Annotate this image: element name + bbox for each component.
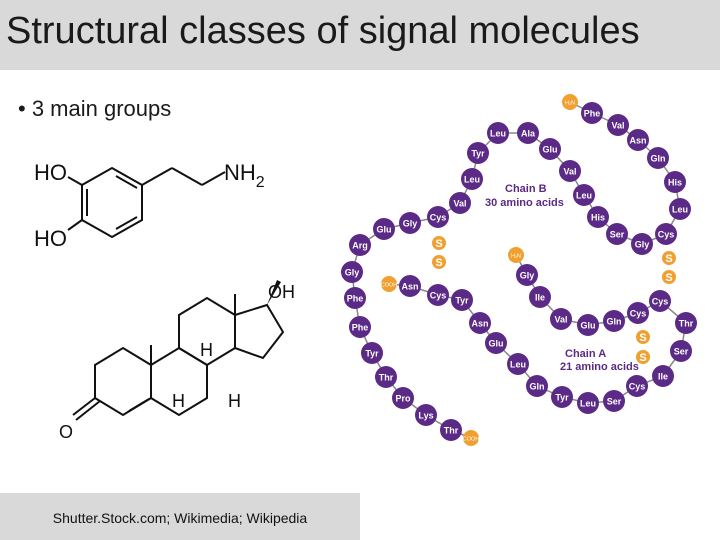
chain-a-residue — [652, 365, 674, 387]
chain-a-residue — [603, 390, 625, 412]
chain-a-residue — [603, 310, 625, 332]
svg-text:Cys: Cys — [629, 308, 647, 319]
chain-a-residue — [526, 375, 548, 397]
svg-text:Phe: Phe — [351, 322, 369, 333]
svg-text:Leu: Leu — [579, 398, 597, 409]
svg-text:Leu: Leu — [489, 128, 507, 139]
disulfide-bridge-sulfur — [662, 270, 676, 284]
svg-text:Tyr: Tyr — [455, 295, 469, 306]
svg-text:Thr: Thr — [378, 372, 394, 383]
svg-text:S: S — [665, 272, 673, 284]
steroid-h-right: H — [228, 391, 241, 411]
chain-b-residue — [647, 147, 669, 169]
chain-b-residue — [427, 206, 449, 228]
chain-b-residue — [349, 234, 371, 256]
chain-b-residue — [344, 287, 366, 309]
steroid-h-left: H — [172, 391, 185, 411]
chain-b-residue — [361, 342, 383, 364]
chain-a-residue — [675, 312, 697, 334]
svg-text:S: S — [435, 238, 443, 250]
svg-text:Cys: Cys — [657, 229, 675, 240]
slide-title: Structural classes of signal molecules — [6, 10, 640, 52]
chain-b-residue — [664, 171, 686, 193]
chain-b-residue — [627, 129, 649, 151]
svg-text:Ser: Ser — [606, 396, 622, 407]
dopamine-ho-top: HO — [34, 160, 67, 185]
svg-text:H₂N: H₂N — [510, 253, 522, 260]
svg-text:Asn: Asn — [629, 135, 647, 146]
svg-text:COOH: COOH — [462, 436, 480, 443]
chain-a-residue — [670, 340, 692, 362]
svg-text:H₂N: H₂N — [564, 100, 576, 107]
svg-text:Val: Val — [554, 314, 568, 325]
svg-text:Gly: Gly — [519, 270, 535, 281]
svg-text:Glu: Glu — [580, 320, 596, 331]
svg-text:Phe: Phe — [583, 108, 601, 119]
steroid-h-center: H — [200, 340, 213, 360]
svg-text:Ile: Ile — [657, 371, 669, 382]
bullet-text: 3 main groups — [31, 96, 172, 121]
chain-b-residue — [539, 138, 561, 160]
svg-text:Ile: Ile — [534, 292, 546, 303]
chain-a-residue — [577, 392, 599, 414]
chain-a-residue — [626, 375, 648, 397]
svg-text:Val: Val — [453, 198, 467, 209]
credit-box — [0, 493, 360, 540]
chain-a-c-terminal — [381, 276, 398, 292]
svg-text:Tyr: Tyr — [365, 348, 379, 359]
svg-text:Thr: Thr — [443, 425, 459, 436]
chain-b-residue — [440, 419, 462, 441]
chain-a-residue — [427, 284, 449, 306]
svg-text:Gly: Gly — [402, 218, 418, 229]
insulin-diagram — [330, 85, 710, 450]
svg-text:His: His — [590, 212, 606, 223]
chain-a-residue — [516, 264, 538, 286]
svg-text:Arg: Arg — [352, 240, 368, 251]
disulfide-bridge-sulfur — [432, 236, 446, 250]
svg-text:Ser: Ser — [673, 346, 689, 357]
svg-text:Glu: Glu — [488, 338, 504, 349]
steroid-structure — [45, 270, 315, 450]
chain-b-residue — [399, 212, 421, 234]
chain-b-residue — [655, 223, 677, 245]
disulfide-bridge-sulfur — [636, 330, 650, 344]
svg-text:Ala: Ala — [520, 128, 536, 139]
svg-text:Val: Val — [611, 120, 625, 131]
chain-b-residue — [669, 198, 691, 220]
image-credit: Shutter.Stock.com; Wikimedia; Wikipedia — [52, 510, 308, 526]
chain-b-residue — [373, 218, 395, 240]
chain-a-residue — [649, 290, 671, 312]
svg-text:Tyr: Tyr — [471, 148, 485, 159]
svg-text:Asn: Asn — [401, 281, 419, 292]
chain-b-c-terminal — [463, 430, 480, 446]
svg-text:Glu: Glu — [376, 224, 392, 235]
bullet-item: • 3 main groups — [18, 96, 172, 121]
chain-a-residue — [550, 308, 572, 330]
chain-a-residue — [451, 289, 473, 311]
svg-text:Phe: Phe — [346, 293, 364, 304]
chain-a-residue — [399, 275, 421, 297]
svg-text:Gln: Gln — [606, 316, 622, 327]
chain-b-residue — [631, 233, 653, 255]
steroid-o: O — [59, 422, 74, 442]
svg-text:Gly: Gly — [634, 239, 650, 250]
svg-text:S: S — [639, 352, 647, 364]
chain-b-label: Chain B — [505, 183, 547, 195]
steroid-oh: OH — [268, 282, 295, 302]
chain-b-residue — [573, 184, 595, 206]
chain-b-residue — [449, 192, 471, 214]
chain-b-residue — [341, 261, 363, 283]
svg-text:Cys: Cys — [429, 290, 447, 301]
disulfide-bridge-sulfur — [432, 255, 446, 269]
chain-a-n-terminal — [508, 247, 524, 263]
dopamine-structure — [20, 140, 280, 260]
svg-text:Leu: Leu — [509, 359, 527, 370]
svg-text:Pro: Pro — [395, 393, 411, 404]
chain-b-residue — [349, 316, 371, 338]
svg-text:Cys: Cys — [628, 381, 646, 392]
svg-text:Leu: Leu — [463, 174, 481, 185]
svg-text:Thr: Thr — [678, 318, 694, 329]
chain-a-residue — [469, 312, 491, 334]
chain-b-residue — [487, 122, 509, 144]
svg-text:Leu: Leu — [671, 204, 689, 215]
chain-b-residue — [517, 122, 539, 144]
chain-b-residue — [606, 223, 628, 245]
svg-text:Leu: Leu — [575, 190, 593, 201]
chain-b-residue — [375, 366, 397, 388]
svg-text:Ser: Ser — [609, 229, 625, 240]
chain-b-residue — [559, 160, 581, 182]
chain-b-residue — [607, 114, 629, 136]
svg-text:Gln: Gln — [650, 153, 666, 164]
svg-text:Val: Val — [563, 166, 577, 177]
chain-b-residue — [461, 168, 483, 190]
dopamine-nh2: $NH_2$ — [224, 160, 265, 191]
svg-text:Tyr: Tyr — [555, 392, 569, 403]
svg-text:S: S — [665, 253, 673, 265]
svg-text:Glu: Glu — [542, 144, 558, 155]
chain-a-residue — [507, 353, 529, 375]
chain-a-desc: 21 amino acids — [560, 361, 639, 373]
chain-a-residue — [485, 332, 507, 354]
svg-text:Lys: Lys — [418, 410, 434, 421]
chain-b-n-terminal — [562, 94, 578, 110]
svg-text:Asn: Asn — [471, 318, 489, 329]
svg-text:Cys: Cys — [651, 296, 669, 307]
chain-b-residue — [392, 387, 414, 409]
chain-b-residue — [467, 142, 489, 164]
chain-a-residue — [627, 302, 649, 324]
disulfide-bridge-sulfur — [662, 251, 676, 265]
svg-text:His: His — [667, 177, 683, 188]
svg-text:COOH: COOH — [380, 282, 398, 289]
chain-b-residue — [581, 102, 603, 124]
svg-text:S: S — [435, 257, 443, 269]
chain-a-residue — [577, 314, 599, 336]
svg-text:Cys: Cys — [429, 212, 447, 223]
chain-b-residue — [587, 206, 609, 228]
svg-text:Gln: Gln — [529, 381, 545, 392]
chain-b-desc: 30 amino acids — [485, 197, 564, 209]
chain-a-label: Chain A — [565, 348, 607, 360]
svg-text:S: S — [639, 332, 647, 344]
chain-b-residue — [415, 404, 437, 426]
svg-text:Gly: Gly — [344, 267, 360, 278]
chain-a-residue — [529, 286, 551, 308]
chain-a-residue — [551, 386, 573, 408]
dopamine-ho-bottom: HO — [34, 226, 67, 251]
